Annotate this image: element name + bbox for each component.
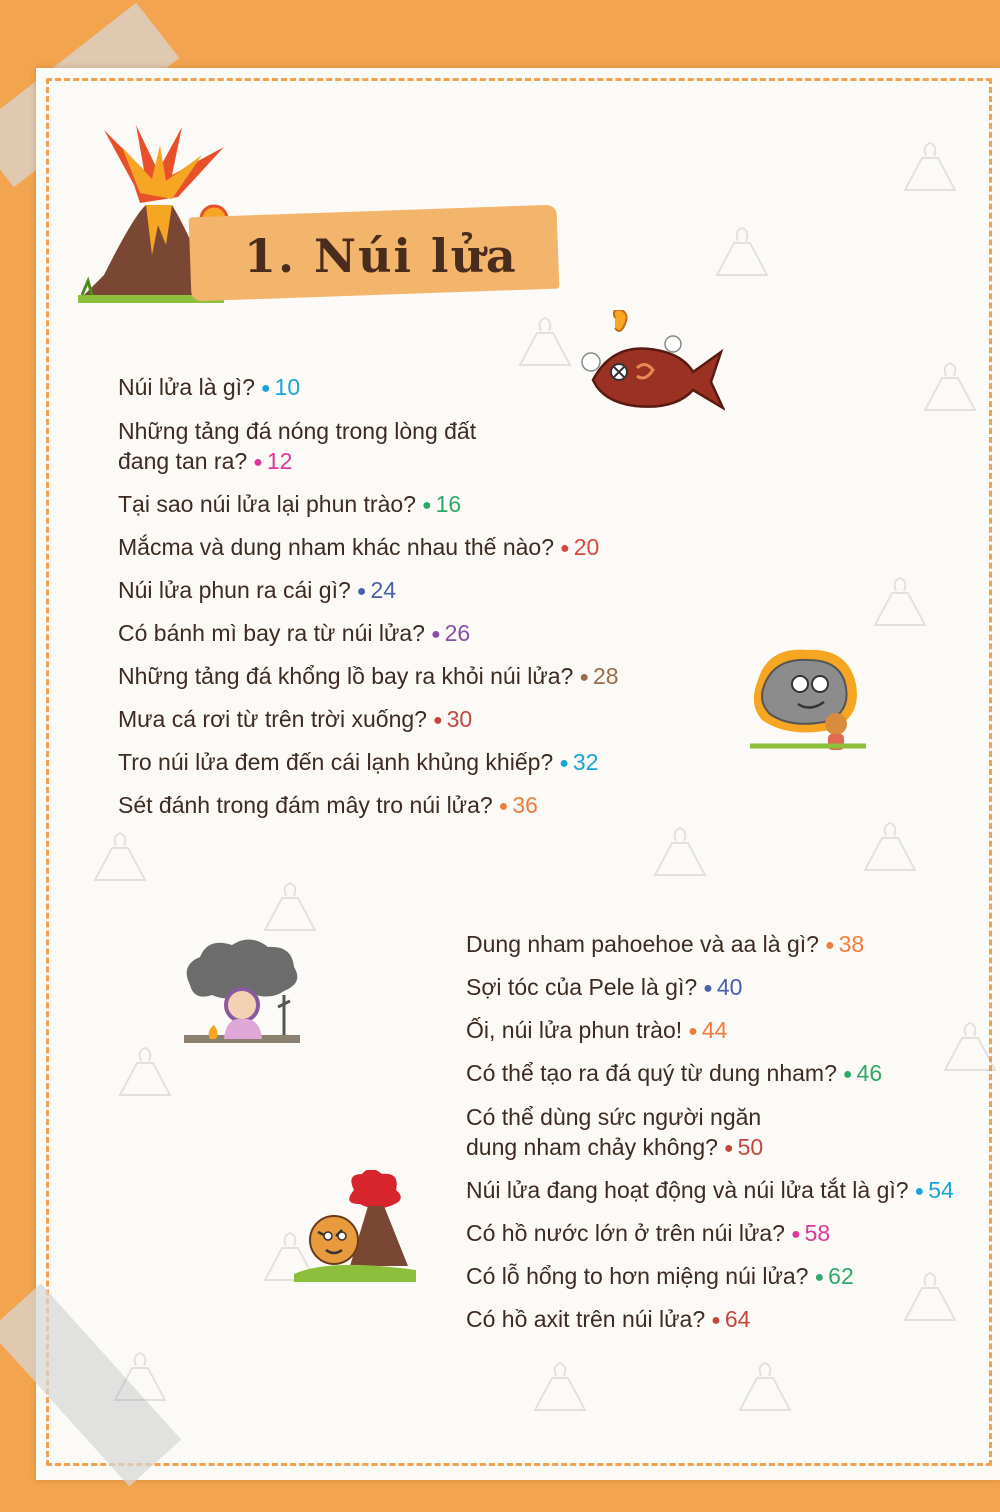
toc-item[interactable]	[466, 1261, 854, 1293]
toc-item-page: 44	[701, 1017, 728, 1043]
toc-item-title: Sét đánh trong đám mây tro núi lửa?	[118, 792, 493, 818]
bullet-dot-icon: ●	[579, 669, 589, 686]
bullet-dot-icon: ●	[498, 798, 509, 815]
toc-item[interactable]	[466, 1304, 750, 1336]
toc-item-page: 32	[572, 749, 599, 775]
toc-item-title: Có lỗ hổng to hơn miệng núi lửa?	[466, 1263, 809, 1289]
toc-item-page: 10	[274, 374, 301, 400]
toc-item[interactable]	[118, 747, 598, 779]
toc-item-page: 50	[737, 1134, 764, 1160]
toc-item[interactable]	[118, 618, 470, 650]
toc-item-title-line2: đang tan ra?	[118, 448, 248, 474]
bullet-dot-icon: ●	[688, 1023, 698, 1040]
background-volcano-icon	[650, 825, 710, 880]
toc-item-page: 40	[716, 974, 743, 1000]
bullet-dot-icon: ●	[814, 1269, 825, 1286]
tiger-volcano-icon	[290, 1170, 420, 1295]
toc-item-title: Có hồ nước lớn ở trên núi lửa?	[466, 1220, 785, 1246]
toc-item[interactable]	[466, 972, 742, 1004]
bullet-dot-icon: ●	[790, 1226, 801, 1243]
background-volcano-icon	[712, 225, 772, 280]
toc-item[interactable]	[118, 704, 472, 736]
background-volcano-icon	[870, 575, 930, 630]
background-volcano-icon	[940, 1020, 1000, 1075]
bullet-dot-icon: ●	[842, 1066, 853, 1083]
bullet-dot-icon: ●	[711, 1312, 721, 1329]
toc-item[interactable]	[118, 372, 300, 404]
toc-item-title: Núi lửa phun ra cái gì?	[118, 577, 351, 603]
bullet-dot-icon: ●	[560, 540, 570, 557]
toc-item-title: Những tảng đá khổng lồ bay ra khỏi núi lửa?	[118, 663, 574, 689]
background-volcano-icon	[900, 1270, 960, 1325]
cooked-fish-icon	[575, 310, 725, 420]
chapter-title: 1. Núi lửa	[244, 229, 518, 283]
toc-item[interactable]	[118, 790, 538, 822]
toc-item-title: Có thể dùng sức người ngăn	[466, 1104, 762, 1130]
toc-item-title: Dung nham pahoehoe và aa là gì?	[466, 931, 819, 957]
bullet-dot-icon: ●	[723, 1140, 734, 1157]
toc-item[interactable]	[118, 532, 599, 564]
toc-item-page: 54	[928, 1177, 954, 1203]
toc-item-title: Núi lửa là gì?	[118, 374, 255, 400]
toc-item-title: Tro núi lửa đem đến cái lạnh khủng khiếp?	[118, 749, 554, 775]
background-volcano-icon	[260, 880, 320, 935]
toc-item-page: 26	[444, 620, 471, 646]
bullet-dot-icon: ●	[421, 497, 432, 514]
toc-item-title: Ối, núi lửa phun trào!	[466, 1017, 683, 1043]
background-volcano-icon	[860, 820, 920, 875]
flaming-rock-character-icon	[738, 640, 873, 760]
toc-item-title: Có bánh mì bay ra từ núi lửa?	[118, 620, 425, 646]
toc-item[interactable]	[466, 1218, 830, 1250]
toc-item-title-line2: dung nham chảy không?	[466, 1134, 718, 1160]
toc-item-page: 12	[266, 448, 293, 474]
toc-item-page: 30	[446, 706, 473, 732]
toc-item[interactable]	[466, 1015, 727, 1047]
background-volcano-icon	[515, 315, 575, 370]
background-volcano-icon	[90, 830, 150, 885]
toc-item-title: Mắcma và dung nham khác nhau thế nào?	[118, 534, 555, 560]
toc-item-page: 62	[828, 1263, 854, 1289]
toc-item-title: Có thể tạo ra đá quý từ dung nham?	[466, 1060, 837, 1086]
toc-item-page: 36	[512, 792, 538, 818]
toc-item[interactable]	[118, 489, 461, 521]
ash-cloud-girl-icon	[180, 935, 305, 1055]
bullet-dot-icon: ●	[432, 712, 443, 729]
bullet-dot-icon: ●	[253, 454, 263, 471]
background-volcano-icon	[530, 1360, 590, 1415]
toc-item-title: Những tảng đá nóng trong lòng đất	[118, 418, 477, 444]
bullet-dot-icon: ●	[824, 937, 835, 954]
toc-item-page: 16	[435, 491, 462, 517]
background-volcano-icon	[115, 1045, 175, 1100]
toc-item[interactable]	[118, 661, 619, 693]
toc-item[interactable]	[466, 1175, 954, 1207]
toc-item-page: 58	[804, 1220, 831, 1246]
bullet-dot-icon: ●	[559, 755, 569, 772]
toc-item[interactable]	[118, 575, 396, 607]
toc-item-title: Tại sao núi lửa lại phun trào?	[118, 491, 416, 517]
bullet-dot-icon: ●	[260, 380, 271, 397]
bullet-dot-icon: ●	[914, 1183, 925, 1200]
toc-item-page: 64	[724, 1306, 751, 1332]
background-volcano-icon	[920, 360, 980, 415]
toc-item[interactable]	[466, 1058, 882, 1090]
background-volcano-icon	[900, 140, 960, 195]
background-volcano-icon	[110, 1350, 170, 1405]
toc-item-page: 24	[370, 577, 397, 603]
toc-item-page: 46	[856, 1060, 883, 1086]
toc-item-page: 20	[573, 534, 600, 560]
toc-item[interactable]	[118, 416, 476, 478]
bullet-dot-icon: ●	[356, 583, 367, 600]
bullet-dot-icon: ●	[703, 980, 713, 997]
toc-item-page: 28	[593, 663, 619, 689]
toc-item[interactable]	[466, 929, 864, 961]
chapter-title-banner	[190, 205, 560, 301]
toc-item-title: Núi lửa đang hoạt động và núi lửa tắt là gì?	[466, 1177, 909, 1203]
toc-item[interactable]	[466, 1102, 763, 1164]
toc-item-page: 38	[838, 931, 865, 957]
toc-item-title: Mưa cá rơi từ trên trời xuống?	[118, 706, 427, 732]
bullet-dot-icon: ●	[430, 626, 441, 643]
background-volcano-icon	[735, 1360, 795, 1415]
toc-item-title: Có hồ axit trên núi lửa?	[466, 1306, 706, 1332]
toc-item-title: Sợi tóc của Pele là gì?	[466, 974, 698, 1000]
